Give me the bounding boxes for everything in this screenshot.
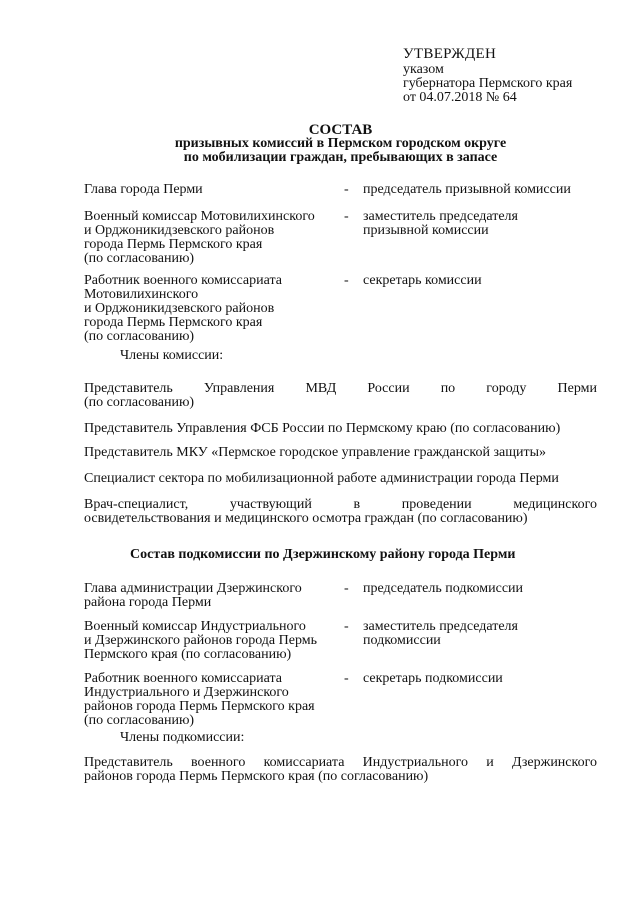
subcommission-members-label: Члены подкомиссии: bbox=[120, 730, 245, 745]
member-line: районов города Пермь Пермского края (по согласованию) bbox=[84, 769, 429, 784]
commission-row-2-person bbox=[84, 210, 315, 266]
subcommission-row-2-role bbox=[363, 620, 518, 648]
approval-line-3: от 04.07.2018 № 64 bbox=[403, 90, 517, 105]
title-line-3: по мобилизации граждан, пребывающих в запасе bbox=[183, 150, 498, 165]
dash: - bbox=[344, 182, 349, 197]
member-line: освидетельствования и медицинского осмотра граждан (по согласованию) bbox=[84, 511, 528, 526]
commission-member-3: Представитель МКУ «Пермское городское управление гражданской защиты» bbox=[84, 445, 546, 460]
commission-member-2: Представитель Управления ФСБ России по Пермскому краю (по согласованию) bbox=[84, 421, 561, 436]
person-line: Глава администрации Дзержинского bbox=[84, 581, 302, 596]
commission-row-3-role bbox=[363, 274, 482, 288]
person-line: (по согласованию) bbox=[84, 329, 195, 344]
person-line: Работник военного комиссариата bbox=[84, 671, 282, 686]
subcommission-title: Состав подкомиссии по Дзержинскому району города Перми bbox=[130, 547, 516, 562]
person-line: (по согласованию) bbox=[84, 713, 195, 728]
person-line: Мотовилихинского bbox=[84, 287, 199, 302]
commission-row-2-role bbox=[363, 210, 518, 238]
person-line: города Пермь Пермского края bbox=[84, 315, 263, 330]
person-line: Глава города Перми bbox=[84, 182, 203, 197]
title-line-2: призывных комиссий в Пермском городском округе bbox=[174, 136, 507, 151]
commission-member-4: Специалист сектора по мобилизационной работе администрации города Перми bbox=[84, 471, 559, 486]
dash: - bbox=[344, 209, 349, 224]
role-line: подкомиссии bbox=[363, 633, 441, 648]
subcommission-row-1-role bbox=[363, 582, 523, 596]
member-line: Представитель Управления МВД России по городу Перми bbox=[84, 381, 597, 396]
dash: - bbox=[344, 581, 349, 596]
person-line: района города Перми bbox=[84, 595, 212, 610]
subcommission-row-1-person bbox=[84, 582, 302, 610]
member-line: (по согласованию) bbox=[84, 395, 195, 410]
commission-member-1 bbox=[84, 382, 597, 410]
person-line: и Орджоникидзевского районов bbox=[84, 301, 275, 316]
subcommission-row-3-person bbox=[84, 672, 315, 728]
person-line: и Орджоникидзевского районов bbox=[84, 223, 275, 238]
member-line: Врач-специалист, участвующий в проведении медицинского bbox=[84, 497, 597, 512]
role-line: председатель призывной комиссии bbox=[363, 182, 571, 197]
approval-block bbox=[403, 47, 572, 105]
person-line: (по согласованию) bbox=[84, 251, 195, 266]
commission-members-label: Члены комиссии: bbox=[120, 348, 224, 363]
dash: - bbox=[344, 273, 349, 288]
commission-member-5 bbox=[84, 498, 597, 526]
role-line: призывной комиссии bbox=[363, 223, 489, 238]
role-line: секретарь комиссии bbox=[363, 273, 482, 288]
subcommission-member-1 bbox=[84, 756, 597, 784]
person-line: Пермского края (по согласованию) bbox=[84, 647, 292, 662]
role-line: заместитель председателя bbox=[363, 619, 518, 634]
person-line: Военный комиссар Индустриального bbox=[84, 619, 306, 634]
role-line: секретарь подкомиссии bbox=[363, 671, 503, 686]
role-line: заместитель председателя bbox=[363, 209, 518, 224]
person-line: Индустриального и Дзержинского bbox=[84, 685, 289, 700]
person-line: Военный комиссар Мотовилихинского bbox=[84, 209, 315, 224]
approval-heading: УТВЕРЖДЕН bbox=[403, 46, 497, 62]
commission-row-1-role bbox=[363, 183, 571, 197]
person-line: Работник военного комиссариата bbox=[84, 273, 282, 288]
approval-line-2: губернатора Пермского края bbox=[403, 76, 573, 91]
person-line: города Пермь Пермского края bbox=[84, 237, 263, 252]
document-title bbox=[0, 123, 640, 165]
approval-line-1: указом bbox=[403, 62, 444, 77]
commission-row-3-person bbox=[84, 274, 282, 344]
subcommission-row-3-role bbox=[363, 672, 503, 686]
title-main: СОСТАВ bbox=[308, 122, 373, 138]
person-line: районов города Пермь Пермского края bbox=[84, 699, 315, 714]
dash: - bbox=[344, 619, 349, 634]
dash: - bbox=[344, 671, 349, 686]
member-line: Представитель военного комиссариата Индустриального и Дзержинского bbox=[84, 755, 597, 770]
commission-row-1-person bbox=[84, 183, 203, 197]
subcommission-row-2-person bbox=[84, 620, 317, 662]
role-line: председатель подкомиссии bbox=[363, 581, 524, 596]
person-line: и Дзержинского районов города Пермь bbox=[84, 633, 317, 648]
